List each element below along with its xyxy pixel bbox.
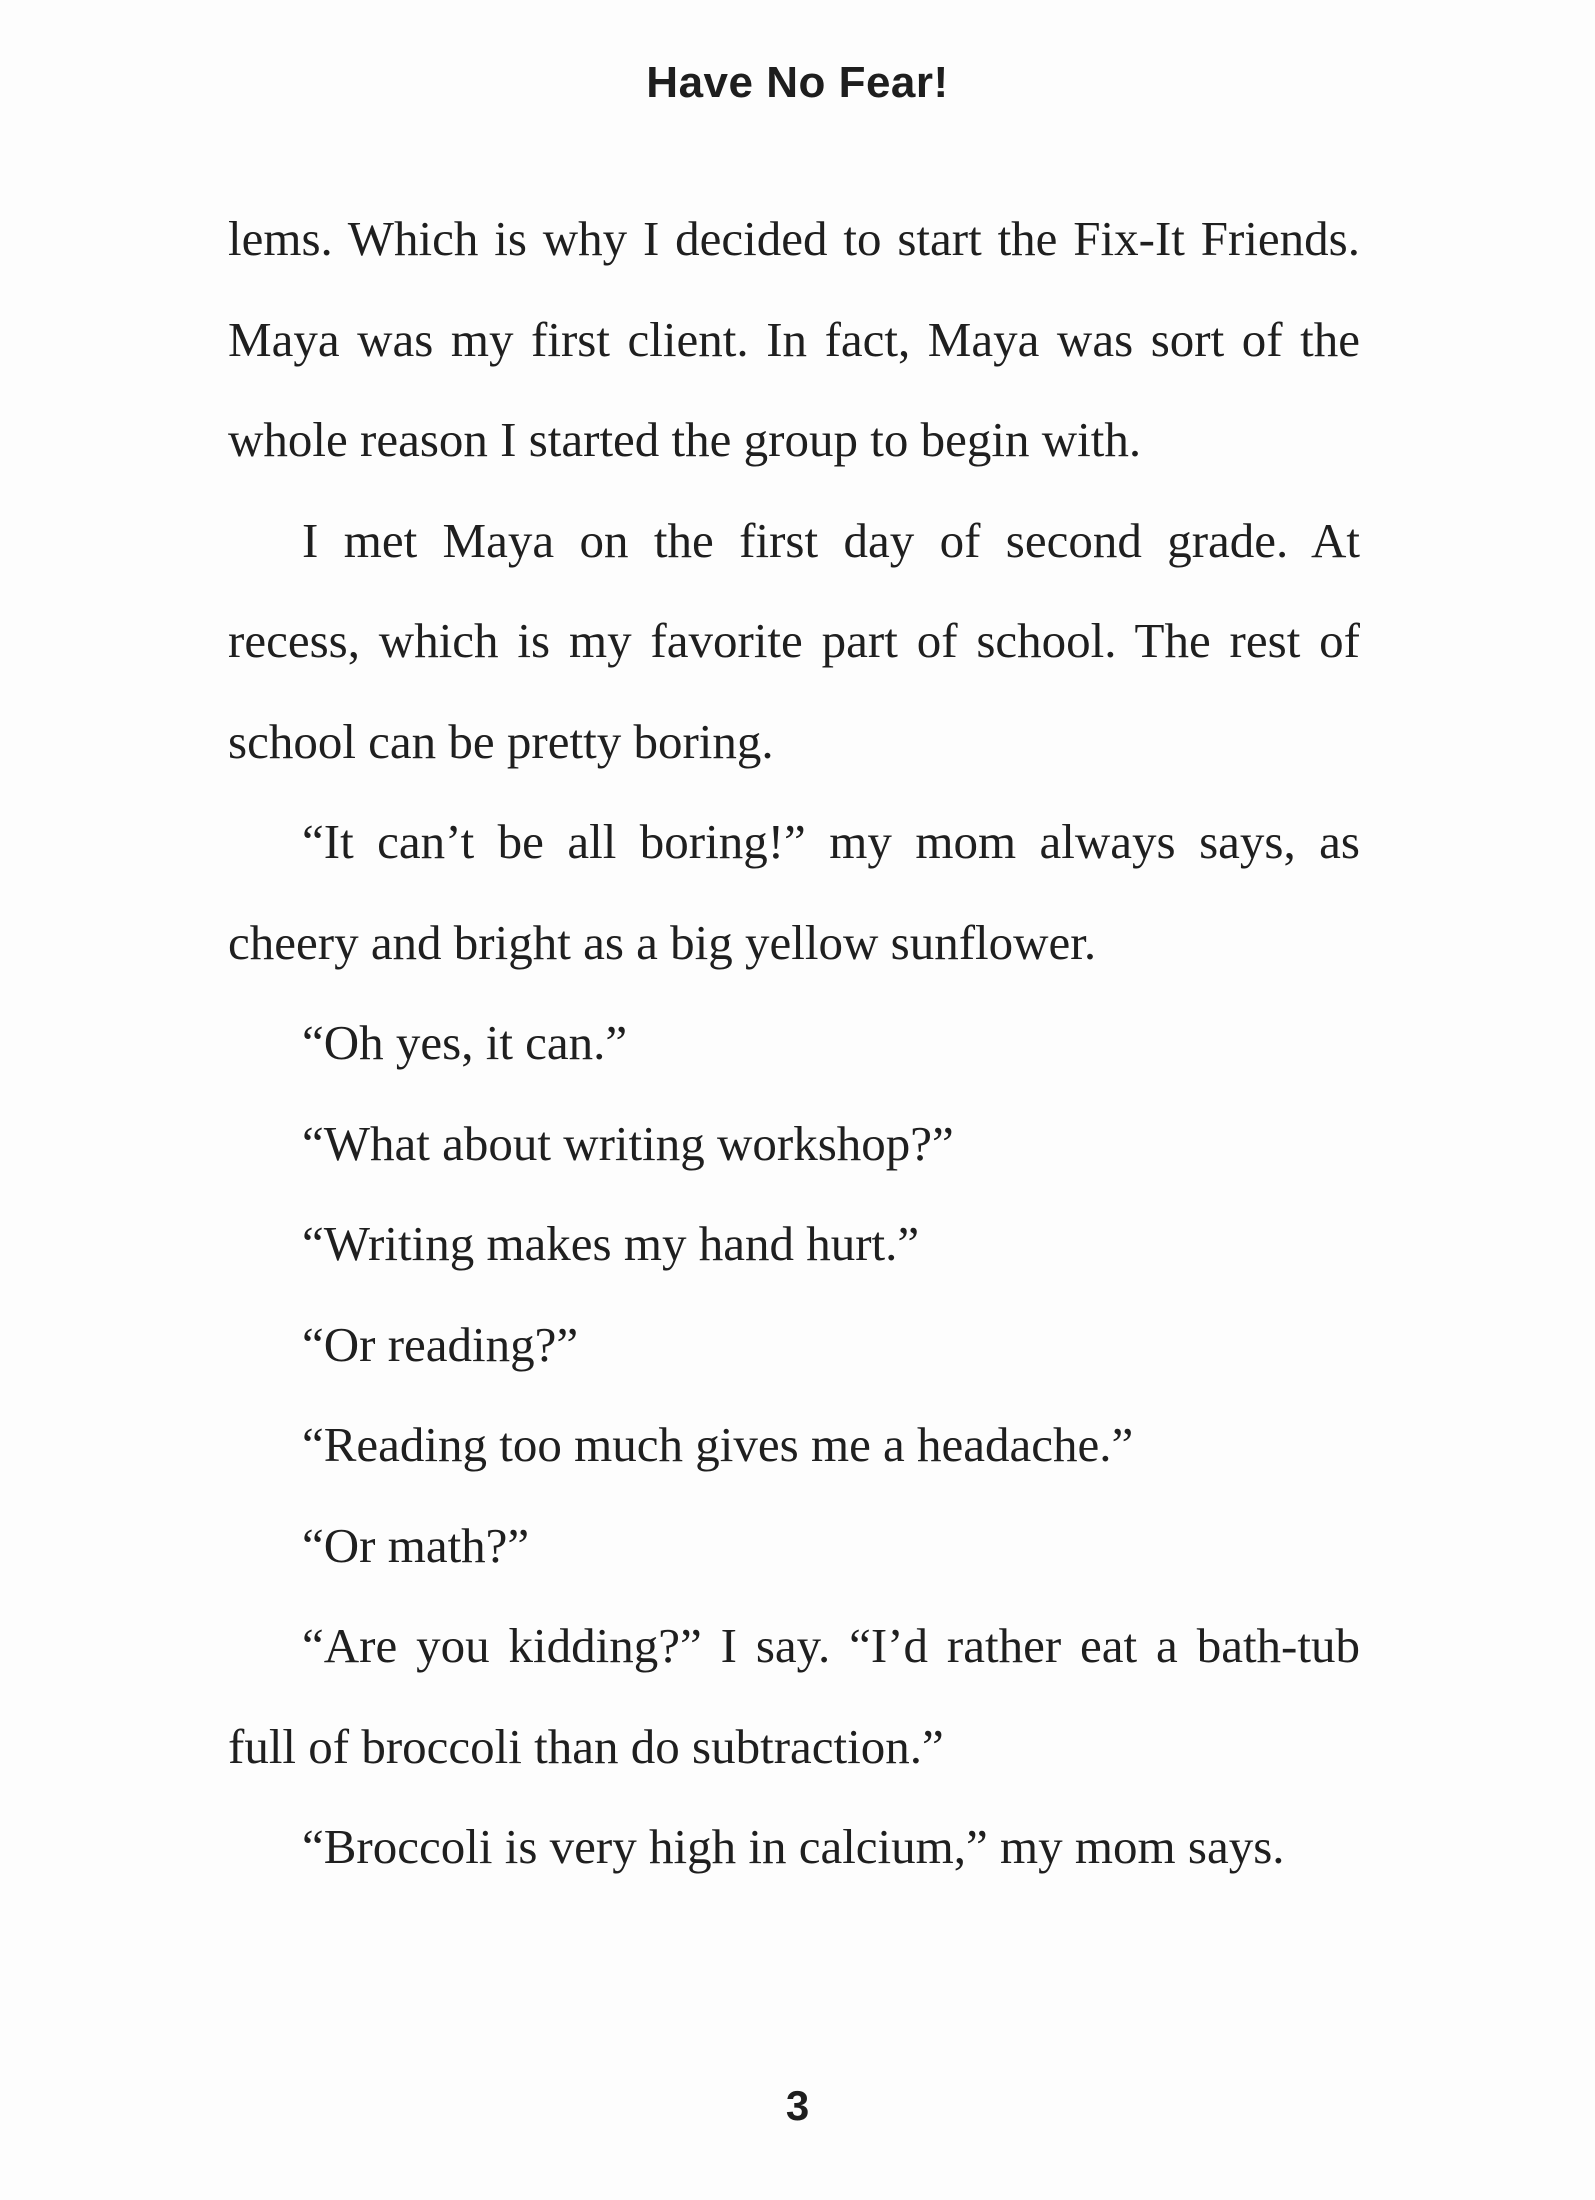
page-number: 3 <box>785 2082 810 2129</box>
paragraph: “Broccoli is very high in calcium,” my mom says. <box>302 1819 1285 1874</box>
paragraph: “What about writing workshop?” <box>302 1115 954 1171</box>
paragraph: “Or math?” <box>302 1517 530 1573</box>
paragraph: “Are you kidding?” I say. “I’d rather eat a bath-tub full of broccoli than do subtraction.” <box>228 1618 1360 1774</box>
paragraph: “Reading too much gives me a headache.” <box>302 1417 1134 1472</box>
running-head: Have No Fear! <box>646 58 949 107</box>
paragraph: lems. Which is why I decided to start the Fix-It Friends. Maya was my first client. In fact, Maya was sort of the whole reason I started the group to begin with. <box>228 211 1360 467</box>
paragraph: I met Maya on the first day of second grade. At recess, which is my favorite part of school. The rest of school can be pretty boring. <box>228 512 1360 769</box>
paragraph: “Writing makes my hand hurt.” <box>302 1216 920 1271</box>
paragraph: “Or reading?” <box>302 1316 579 1372</box>
paragraph: “It can’t be all boring!” my mom always says, as cheery and bright as a big yellow sunflower. <box>228 814 1360 970</box>
paragraph: “Oh yes, it can.” <box>302 1015 628 1070</box>
body-text <box>228 189 1360 1898</box>
